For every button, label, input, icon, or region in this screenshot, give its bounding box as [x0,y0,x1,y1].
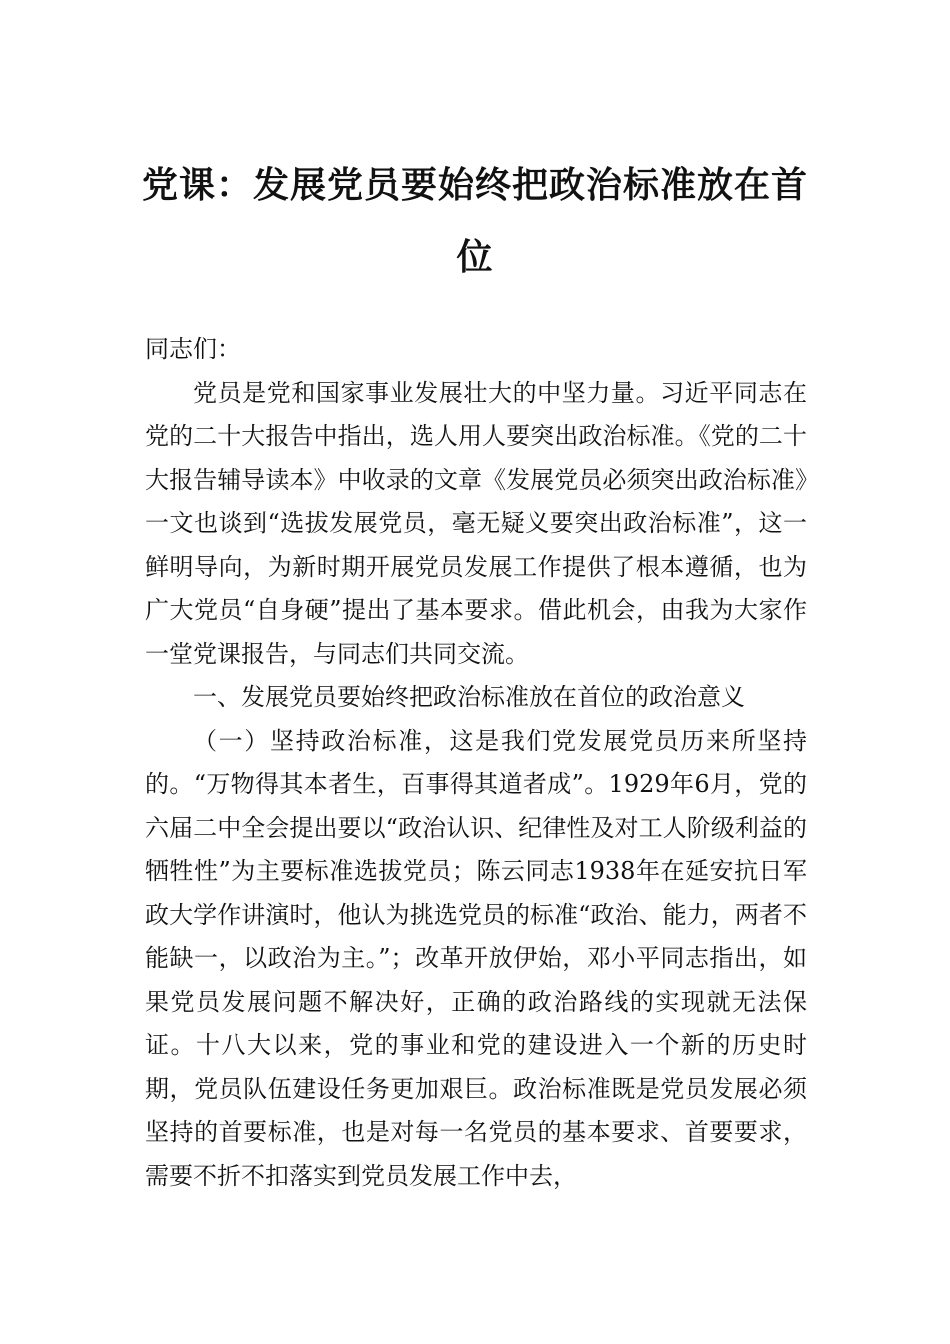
paragraph-subsection-1: （一）坚持政治标准，这是我们党发展党员历来所坚持的。“万物得其本者生，百事得其道者成”。1929年6月，党的六届二中全会提出要以“政治认识、纪律性及对工人阶级利益的牺牲性”为主要标准选拔党员；陈云同志1938年在延安抗日军政大学作讲演时，他认为挑选党员的标准“政治、能力，两者不能缺一，以政治为主。”；改革开放伊始，邓小平同志指出，如果党员发展问题不解决好，正确的政治路线的实现就无法保证。十八大以来，党的事业和党的建设进入一个新的历史时期，党员队伍建设任务更加艰巨。政治标准既是党员发展必须坚持的首要标准，也是对每一名党员的基本要求、首要要求，需要不折不扣落实到党员发展工作中去， [145,726,807,1190]
salutation: 同志们： [145,335,241,363]
document-body [145,328,807,1198]
section-heading-1: 一、发展党员要始终把政治标准放在首位的政治意义 [193,683,745,711]
document-title: 党课：发展党员要始终把政治标准放在首位 [141,165,808,278]
paragraph-intro: 党员是党和国家事业发展壮大的中坚力量。习近平同志在党的二十大报告中指出，选人用人要突出政治标准。《党的二十大报告辅导读本》中收录的文章《发展党员必须突出政治标准》一文也谈到“选拔发展党员，毫无疑义要突出政治标准”，这一鲜明导向，为新时期开展党员发展工作提供了根本遵循，也为广大党员“自身硬”提出了基本要求。借此机会，由我为大家作一堂党课报告，与同志们共同交流。 [145,378,807,668]
